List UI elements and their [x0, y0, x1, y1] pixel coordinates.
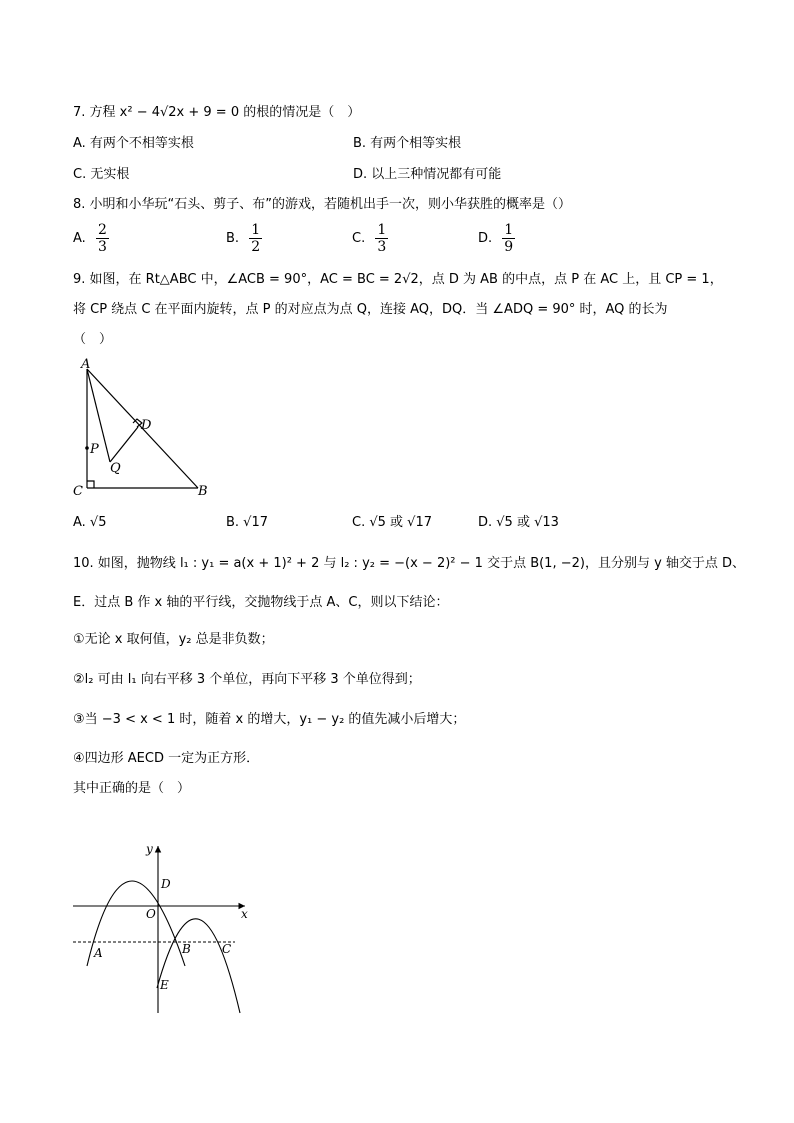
numerator: 1 — [504, 222, 514, 238]
q8-option-b — [226, 222, 262, 255]
numerator: 1 — [377, 222, 387, 238]
q10-statement-2: ②l₂ 可由 l₁ 向右平移 3 个单位，再向下平移 3 个单位得到； — [73, 672, 421, 687]
label-c: C — [222, 942, 232, 956]
q8-option-c-fraction — [375, 222, 388, 255]
q9-line-3: （ ） — [73, 332, 113, 347]
right-angle-mark-c — [87, 481, 94, 488]
q7-option-b: B. 有两个相等实根 — [353, 136, 462, 151]
label-a: A — [81, 357, 91, 372]
parabola-l2 — [157, 919, 240, 1013]
label-c: C — [73, 484, 83, 499]
q10-statement-4: ④四边形 AECD 一定为正方形． — [73, 751, 260, 766]
q9-option-d: D. √5 或 √13 — [478, 515, 559, 530]
q7-option-c: C. 无实根 — [73, 167, 130, 182]
q8-option-a-fraction — [96, 222, 109, 255]
q10-line-1: 10. 如图，抛物线 l₁ : y₁ = a(x + 1)² + 2 与 l₂ : y₂ = −(x − 2)² − 1 交于点 B(1, −2)，且分别与 y 轴交于点 D、 — [73, 556, 746, 571]
q10-statement-1: ①无论 x 取何值，y₂ 总是非负数； — [73, 632, 274, 647]
label-x: x — [241, 907, 248, 921]
label-p: P — [90, 442, 99, 457]
label-a: A — [94, 946, 103, 960]
q8-option-b-fraction — [249, 222, 262, 255]
q8-option-b-letter: B. — [226, 231, 240, 246]
q9-line-2: 将 CP 绕点 C 在平面内旋转，点 P 的对应点为点 Q，连接 AQ，DQ．当 ∠ADQ = 90° 时，AQ 的长为 — [73, 302, 668, 317]
label-d: D — [161, 877, 171, 891]
denominator: 9 — [504, 239, 514, 255]
label-d: D — [141, 418, 152, 433]
q7-stem: 7. 方程 x² − 4√2x + 9 = 0 的根的情况是（ ） — [73, 105, 361, 120]
label-e: E — [160, 978, 169, 992]
q9-option-c: C. √5 或 √17 — [352, 515, 432, 530]
label-o: O — [146, 907, 156, 921]
q10-line-2: E．过点 B 作 x 轴的平行线，交抛物线于点 A、C，则以下结论： — [73, 595, 449, 610]
numerator: 1 — [251, 222, 261, 238]
q7-option-a: A. 有两个不相等实根 — [73, 136, 194, 151]
denominator: 3 — [377, 239, 387, 255]
label-q: Q — [110, 461, 121, 476]
q8-option-a-letter: A. — [73, 231, 86, 246]
q9-line-1: 9. 如图，在 Rt△ABC 中，∠ACB = 90°，AC = BC = 2√2，点 D 为 AB 的中点，点 P 在 AC 上，且 CP = 1， — [73, 272, 723, 287]
denominator: 2 — [251, 239, 261, 255]
q8-stem: 8. 小明和小华玩“石头、剪子、布”的游戏，若随机出手一次，则小华获胜的概率是（） — [73, 197, 572, 212]
q8-option-d-fraction — [502, 222, 515, 255]
q7-option-d: D. 以上三种情况都有可能 — [353, 167, 502, 182]
q8-option-c-letter: C. — [352, 231, 366, 246]
label-b: B — [198, 484, 208, 499]
q10-question: 其中正确的是（ ） — [73, 781, 191, 796]
q8-option-d — [478, 222, 515, 255]
q8-option-a — [73, 222, 109, 255]
numerator: 2 — [97, 222, 107, 238]
point-p-dot — [85, 446, 89, 450]
label-y: y — [146, 842, 153, 856]
denominator: 3 — [97, 239, 107, 255]
segment-dq — [110, 427, 138, 462]
q8-option-d-letter: D. — [478, 231, 493, 246]
label-b: B — [182, 942, 191, 956]
q9-triangle-figure — [70, 355, 220, 500]
q9-option-b: B. √17 — [226, 515, 269, 530]
q9-option-a: A. √5 — [73, 515, 107, 530]
q10-statement-3: ③当 −3 < x < 1 时，随着 x 的增大，y₁ − y₂ 的值先减小后增大； — [73, 712, 466, 727]
q8-option-c — [352, 222, 388, 255]
q10-parabola-figure — [65, 838, 265, 1018]
